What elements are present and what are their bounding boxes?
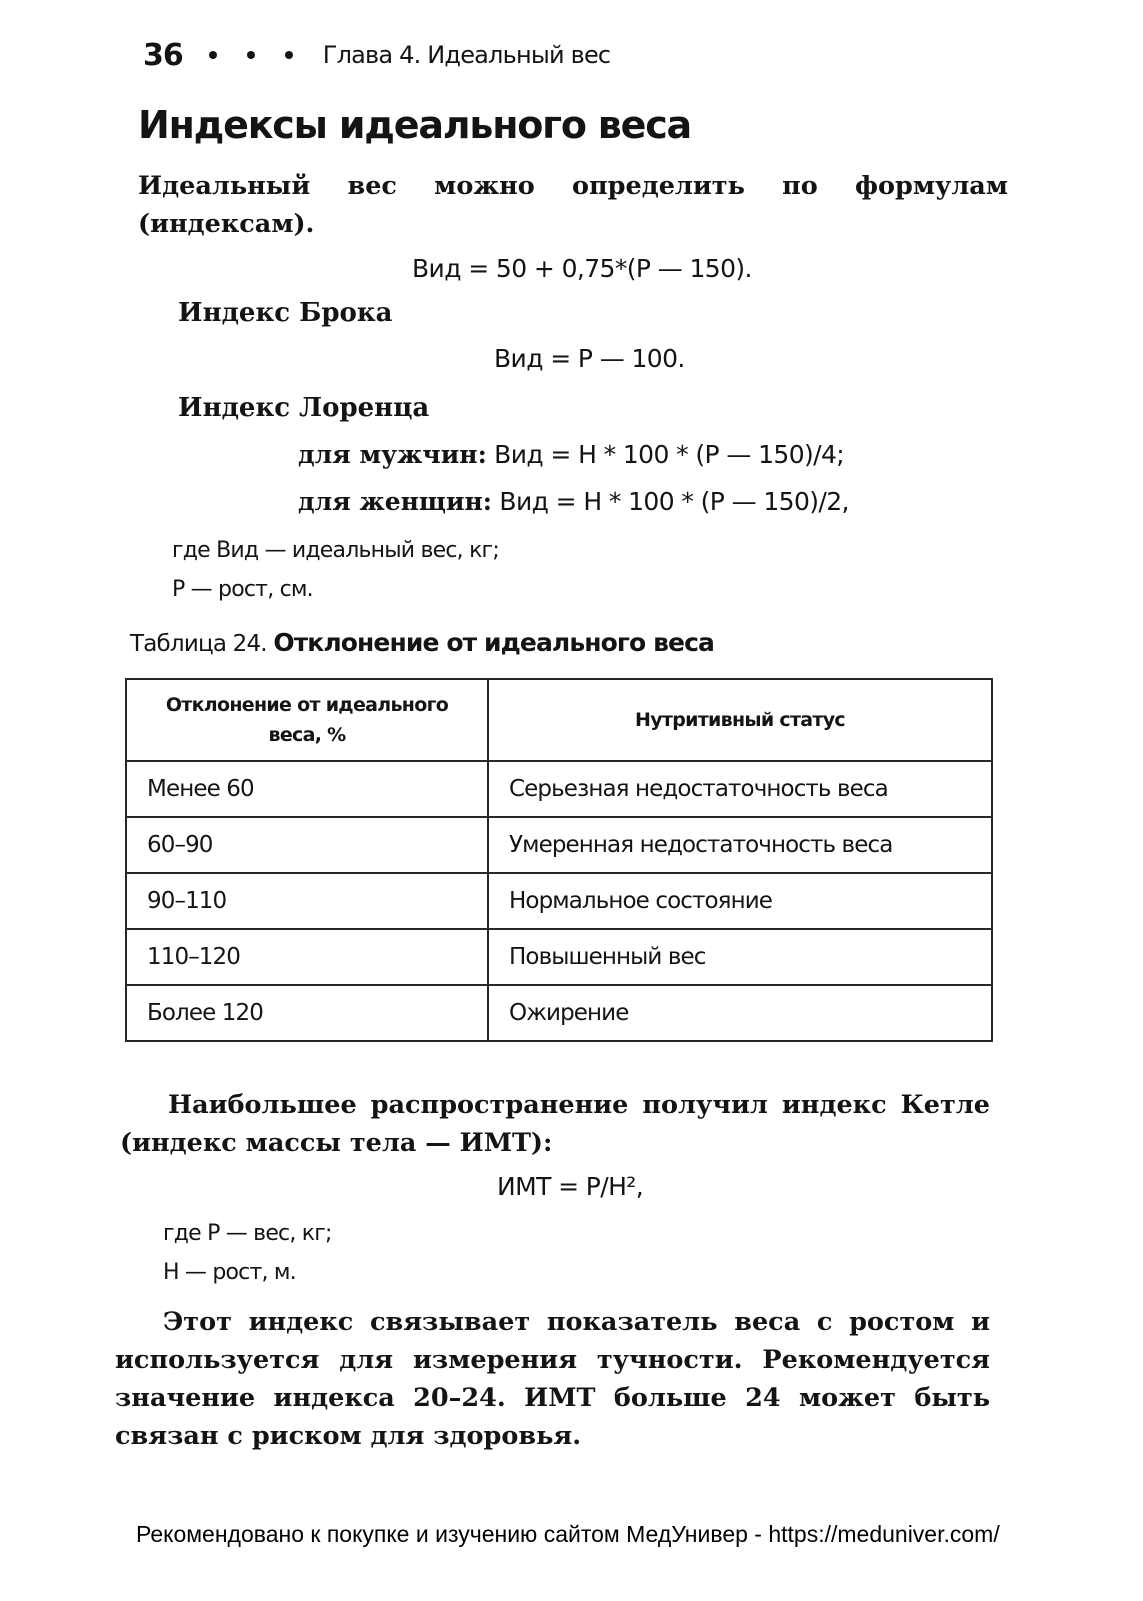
table-row xyxy=(126,985,992,1041)
table-cell-deviation: Менее 60 xyxy=(126,761,488,817)
intro-paragraph: Идеальный вес можно определить по формулам (индексам). xyxy=(138,171,1008,239)
lorentz-women-formula: Вид = Н * 100 * (Р — 150)/2, xyxy=(499,487,849,516)
legend-height-m: Н — рост, м. xyxy=(163,1260,296,1285)
bullet-dot-icon xyxy=(285,51,293,59)
lorentz-men-formula: Вид = Н * 100 * (Р — 150)/4; xyxy=(494,440,845,469)
quetelet-paragraph xyxy=(120,1086,990,1162)
footer-watermark: Рекомендовано к покупке и изучению сайтом МедУнивер - https://meduniver.com/ xyxy=(136,1521,1000,1547)
lorentz-heading: Индекс Лоренца xyxy=(178,393,430,423)
legend-weight: где Р — вес, кг; xyxy=(163,1221,332,1246)
table-cell-deviation: Более 120 xyxy=(126,985,488,1041)
table-row xyxy=(126,873,992,929)
formula-main: Вид = 50 + 0,75*(Р — 150). xyxy=(412,254,752,283)
table-caption-prefix: Таблица 24. xyxy=(130,631,267,657)
quetelet-text-bold: индекс Кетле (индекс массы тела — ИМТ): xyxy=(120,1090,991,1158)
bullet-dot-icon xyxy=(247,51,255,59)
broca-heading: Индекс Брока xyxy=(178,298,393,328)
lorentz-women-line xyxy=(298,487,849,516)
table-cell-deviation: 60–90 xyxy=(126,817,488,873)
conclusion-paragraph xyxy=(115,1303,990,1455)
lorentz-men-line xyxy=(298,440,844,469)
table-caption-title: Отклонение от идеального веса xyxy=(273,628,714,657)
legend-ideal-weight: где Вид — идеальный вес, кг; xyxy=(172,538,499,563)
lorentz-women-label: для женщин: xyxy=(298,487,493,516)
section-title: Индексы идеального веса xyxy=(138,103,691,147)
table-header-deviation: Отклонение от идеального веса, % xyxy=(126,679,488,761)
conclusion-text: Этот индекс связывает показатель веса с ростом и используется для измерения тучности. Рекомендуется значение индекса 20–24. ИМТ больше 24 может быть связан с риском для здоровья. xyxy=(115,1307,990,1451)
bullet-dot-icon xyxy=(209,51,217,59)
lorentz-men-label: для мужчин: xyxy=(298,440,487,469)
bmi-formula: ИМТ = Р/Н², xyxy=(497,1172,644,1201)
quetelet-text-start: Наибольшее распространение получил xyxy=(168,1090,782,1120)
deviation-table xyxy=(125,678,993,1042)
table-cell-status: Нормальное состояние xyxy=(488,873,992,929)
running-header xyxy=(143,30,843,80)
table-header-status: Нутритивный статус xyxy=(488,679,992,761)
table-caption xyxy=(130,628,714,657)
table-cell-status: Ожирение xyxy=(488,985,992,1041)
table-cell-status: Серьезная недостаточность веса xyxy=(488,761,992,817)
table-row xyxy=(126,929,992,985)
header-dots xyxy=(209,51,293,59)
table-row xyxy=(126,817,992,873)
table-row xyxy=(126,761,992,817)
table-cell-deviation: 110–120 xyxy=(126,929,488,985)
table-cell-status: Повышенный вес xyxy=(488,929,992,985)
table-cell-deviation: 90–110 xyxy=(126,873,488,929)
table-header-row xyxy=(126,679,992,761)
page-number: 36 xyxy=(143,37,183,73)
running-title: Глава 4. Идеальный вес xyxy=(322,41,611,69)
broca-formula: Вид = Р — 100. xyxy=(494,344,685,373)
legend-height: Р — рост, см. xyxy=(172,577,313,602)
table-cell-status: Умеренная недостаточность веса xyxy=(488,817,992,873)
